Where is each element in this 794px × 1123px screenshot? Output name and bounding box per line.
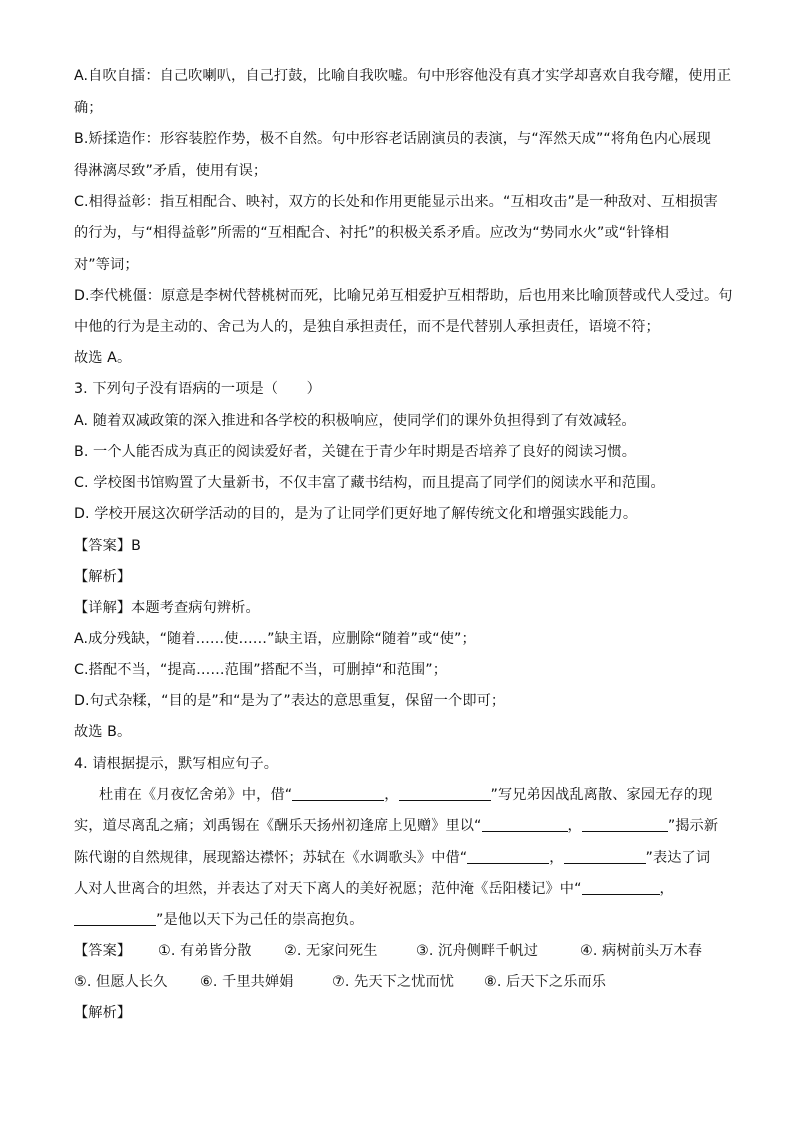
analysis-heading: 【解析】 (74, 569, 132, 585)
answer-item: ⑦. 先天下之忧而忧 (332, 974, 455, 990)
text-line: 的行为，与“相得益彰”所需的“互相配合、衬托”的积极关系矛盾。应改为“势同水火”或“针锋相 (74, 225, 670, 241)
text-line: 中他的行为是主动的、舍己为人的，是独自承担责任，而不是代替别人承担责任，语境不符； (74, 319, 660, 335)
answer-item: ⑥. 千里共婵娟 (200, 974, 294, 990)
answer-blank (74, 911, 156, 926)
option-d: D. 学校开展这次研学活动的目的，是为了让同学们更好地了解传统文化和增强实践能力。 (74, 506, 638, 522)
q4-paragraph-line (74, 879, 724, 899)
answer-line: 【答案】B (74, 538, 141, 554)
q4-text: 人对人世离合的坦然，并表达了对天下离人的美好祝愿；范仲淹《岳阳楼记》中“ (74, 881, 582, 897)
q4-text: 陈代谢的自然规律，展现豁达襟怀；苏轼在《水调歌头》中借“ (74, 850, 468, 866)
answer-blank (467, 849, 549, 864)
text-line: B.矫揉造作：形容装腔作势，极不自然。句中形容老话剧演员的表演，与“浑然天成”“将角色内心展现 (74, 131, 711, 147)
q4-paragraph-line (74, 848, 724, 868)
text-line: 故选 A。 (74, 350, 132, 366)
q4-text: ”揭示新 (667, 818, 719, 834)
q4-paragraph-line (74, 816, 724, 836)
answer-blank (292, 786, 384, 801)
analysis-heading-2: 【解析】 (74, 1005, 132, 1021)
answer-blank (564, 849, 646, 864)
q4-text: 杜甫在《月夜忆舍弟》中，借“ (99, 787, 293, 803)
answer-item: ⑧. 后天下之乐而乐 (484, 974, 607, 990)
q4-text: ， (549, 850, 564, 866)
option-c: C. 学校图书馆购置了大量新书，不仅丰富了藏书结构，而且提高了同学们的阅读水平和范围。 (74, 475, 665, 491)
q4-text: ， (659, 881, 674, 897)
answer-row-1 (74, 941, 724, 961)
text-line: 故选 B。 (74, 724, 132, 740)
answer-item: ①. 有弟皆分散 (158, 943, 252, 959)
answer-blank (399, 786, 491, 801)
text-line: D.李代桃僵：原意是李树代替桃树而死，比喻兄弟互相爱护互相帮助，后也用来比喻顶替或代人受过。句 (74, 288, 733, 304)
answer-row-2 (74, 972, 724, 992)
answer-item: ②. 无家问死生 (284, 943, 378, 959)
question-3-stem: 3. 下列句子没有语病的一项是（ ） (74, 381, 321, 397)
question-4-stem: 4. 请根据提示，默写相应句子。 (74, 756, 279, 772)
text-line: A.成分残缺，“随着……使……”缺主语，应删除“随着”或“使”； (74, 631, 476, 647)
q4-text: ”写兄弟因战乱离散、家园无存的现 (490, 787, 713, 803)
q4-paragraph-line (99, 785, 749, 805)
option-a: A. 随着双减政策的深入推进和各学校的积极响应，使同学们的课外负担得到了有效减轻。 (74, 413, 636, 429)
text-line: D.句式杂糅，“目的是”和“是为了”表达的意思重复，保留一个即可； (74, 693, 506, 709)
text-line: 确； (74, 100, 103, 116)
answer-blank (582, 880, 660, 895)
answer-label: 【答案】 (74, 943, 132, 959)
answer-item: ④. 病树前头万木春 (580, 943, 703, 959)
text-line: 对”等词； (74, 257, 139, 273)
answer-blank (582, 817, 668, 832)
answer-item: ③. 沉舟侧畔千帆过 (416, 943, 539, 959)
option-b: B. 一个人能否成为真正的阅读爱好者，关键在于青少年时期是否培养了良好的阅读习惯。 (74, 444, 636, 460)
q4-paragraph-line (74, 910, 724, 930)
q4-text: ， (384, 787, 399, 803)
text-line: C.搭配不当，“提高……范围”搭配不当，可删掉“和范围”； (74, 662, 448, 678)
q4-text: ”是他以天下为己任的崇高抱负。 (156, 912, 364, 928)
detail-line: 【详解】本题考查病句辨析。 (74, 600, 260, 616)
q4-text: ”表达了词 (645, 850, 711, 866)
answer-item: ⑤. 但愿人长久 (74, 974, 168, 990)
text-line: C.相得益彰：指互相配合、映衬，双方的长处和作用更能显示出来。“互相攻击”是一种敌对、互相损害 (74, 194, 718, 210)
q4-text: ， (567, 818, 582, 834)
text-line: 得淋漓尽致”矛盾，使用有误； (74, 163, 268, 179)
q4-text: 实，道尽离乱之痛；刘禹锡在《酬乐天扬州初逢席上见赠》里以“ (74, 818, 482, 834)
text-line: A.自吹自擂：自己吹喇叭，自己打鼓，比喻自我吹嘘。句中形容他没有真才实学却喜欢自我夸耀，使用正 (74, 68, 732, 84)
answer-blank (482, 817, 568, 832)
